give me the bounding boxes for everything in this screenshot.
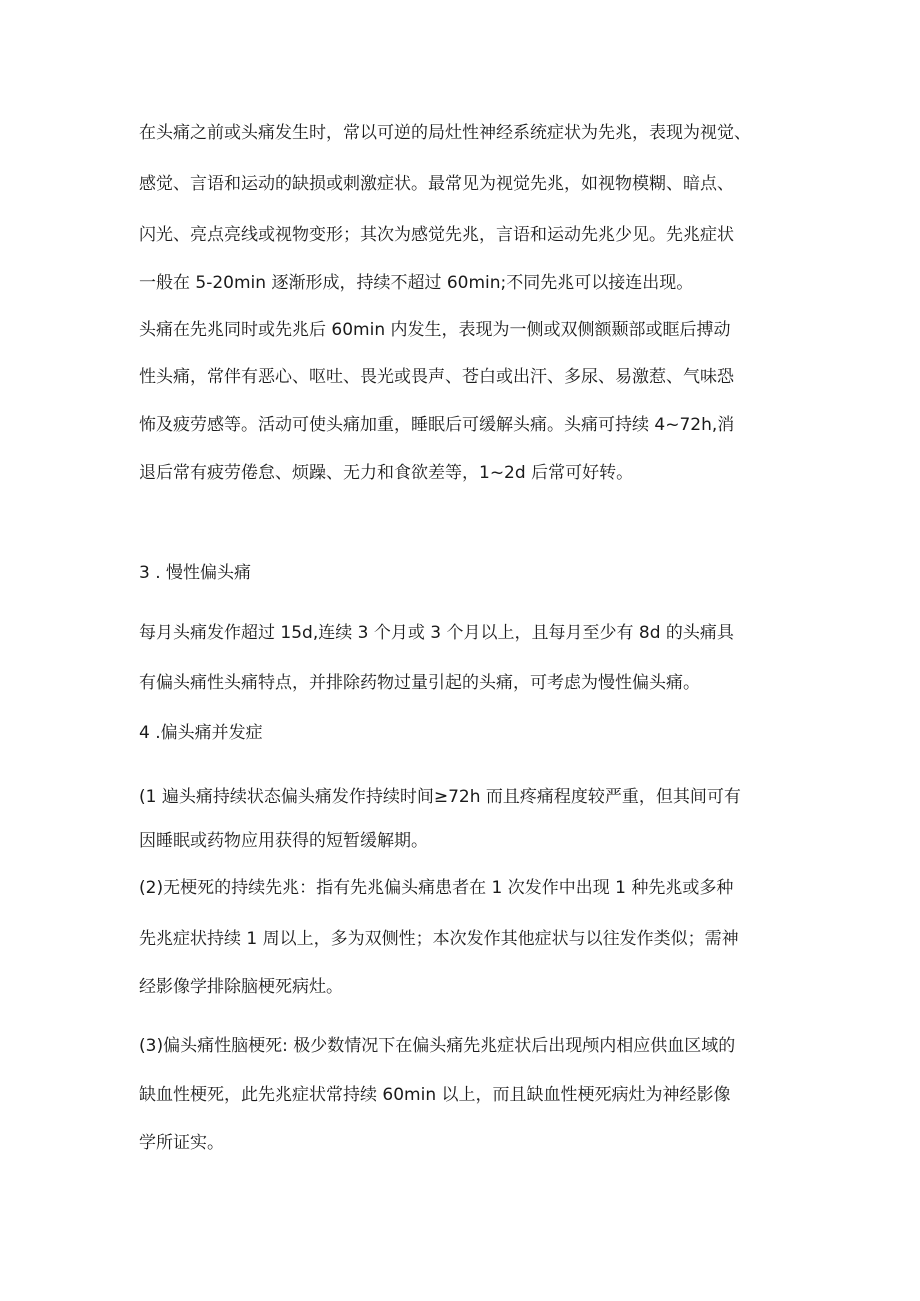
section-3-heading: 3 . 慢性偏头痛 [139,563,252,583]
complication-item-3-line: (3)偏头痛性脑梗死: 极少数情况下在偏头痛先兆症状后出现颅内相应供血区域的 [139,1036,736,1056]
headache-paragraph-line: 退后常有疲劳倦怠、烦躁、无力和食欲差等，1~2d 后常可好转。 [139,463,634,483]
headache-paragraph-line: 怖及疲劳感等。活动可使头痛加重，睡眠后可缓解头痛。头痛可持续 4~72h,消 [139,415,735,435]
aura-paragraph-line: 闪光、亮点亮线或视物变形；其次为感觉先兆，言语和运动先兆少见。先兆症状 [139,225,734,245]
complication-item-3-line: 学所证实。 [139,1133,224,1153]
section-3-paragraph-line: 有偏头痛性头痛特点，并排除药物过量引起的头痛，可考虑为慢性偏头痛。 [139,673,700,693]
headache-paragraph-line: 性头痛，常伴有恶心、呕吐、畏光或畏声、苍白或出汗、多尿、易激惹、气味恐 [139,367,734,387]
aura-paragraph-line: 一般在 5-20min 逐渐形成，持续不超过 60min;不同先兆可以接连出现。 [139,273,694,293]
headache-paragraph-line: 头痛在先兆同时或先兆后 60min 内发生，表现为一侧或双侧额颞部或眶后搏动 [139,320,731,340]
complication-item-2-line: 经影像学排除脑梗死病灶。 [139,977,343,997]
complication-item-2-line: (2)无梗死的持续先兆：指有先兆偏头痛患者在 1 次发作中出现 1 种先兆或多种 [139,878,734,898]
complication-item-3-line: 缺血性梗死，此先兆症状常持续 60min 以上，而且缺血性梗死病灶为神经影像 [139,1085,731,1105]
complication-item-1-line: (1 遍头痛持续状态偏头痛发作持续时间≥72h 而且疼痛程度较严重，但其间可有 [139,787,741,807]
complication-item-1-line: 因睡眠或药物应用获得的短暂缓解期。 [139,831,428,851]
section-3-paragraph-line: 每月头痛发作超过 15d,连续 3 个月或 3 个月以上，且每月至少有 8d 的头痛具 [139,623,734,643]
complication-item-2-line: 先兆症状持续 1 周以上，多为双侧性；本次发作其他症状与以往发作类似；需神 [139,929,739,949]
aura-paragraph-line: 感觉、言语和运动的缺损或刺激症状。最常见为视觉先兆，如视物模糊、暗点、 [139,174,734,194]
section-4-heading: 4 .偏头痛并发症 [139,723,263,743]
aura-paragraph-line: 在头痛之前或头痛发生时，常以可逆的局灶性神经系统症状为先兆，表现为视觉、 [139,123,751,143]
